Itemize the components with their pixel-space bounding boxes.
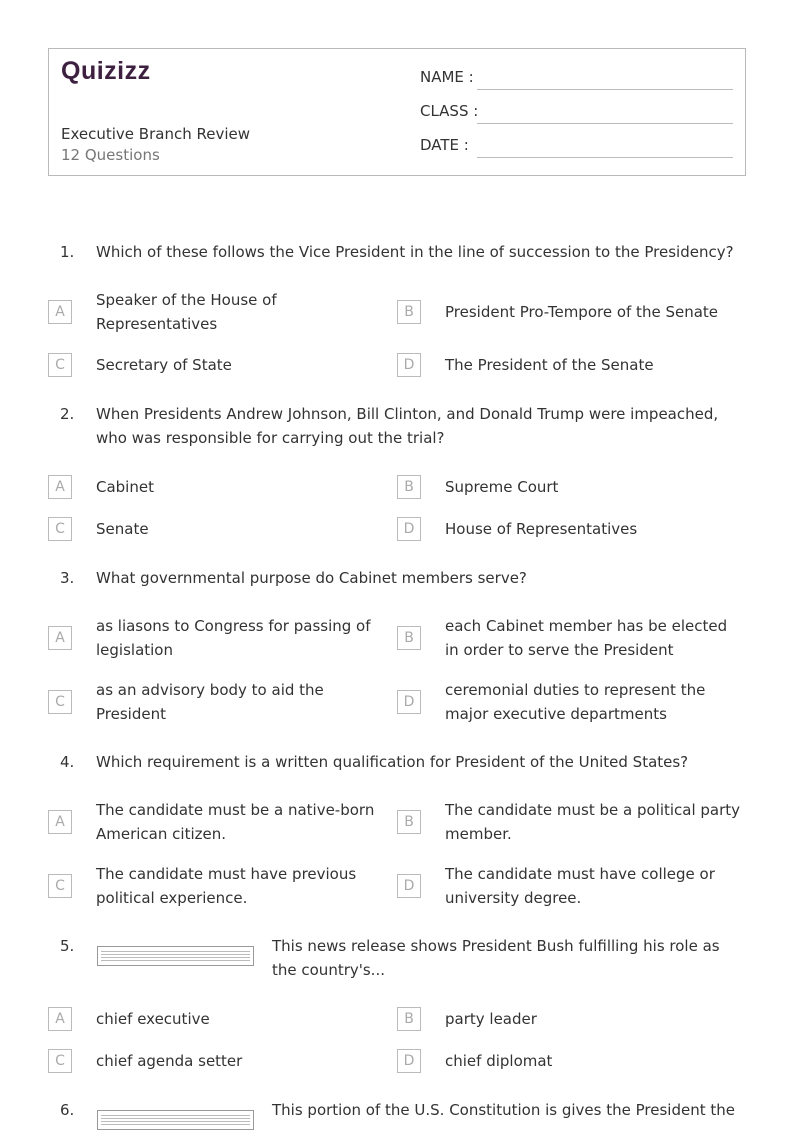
- option-letter-box[interactable]: B: [397, 810, 421, 834]
- option-text: The candidate must have previous political experience.: [96, 865, 357, 907]
- option-letter-box[interactable]: A: [48, 1007, 72, 1031]
- option-text: Senate: [96, 520, 149, 538]
- option-text: chief agenda setter: [96, 1052, 243, 1070]
- option-letter-box[interactable]: A: [48, 300, 72, 324]
- question-image: [97, 1110, 254, 1130]
- option-letter-box[interactable]: D: [397, 517, 421, 541]
- question-text: When Presidents Andrew Johnson, Bill Clinton, and Donald Trump were impeached, who was responsible for carrying out the trial?: [96, 405, 719, 447]
- class-field[interactable]: [477, 123, 733, 124]
- option-letter-box[interactable]: A: [48, 475, 72, 499]
- option-text: The candidate must be a native-born American citizen.: [96, 801, 375, 843]
- option-letter-box[interactable]: B: [397, 475, 421, 499]
- option-text: Speaker of the House of Representatives: [96, 291, 277, 333]
- option-letter-box[interactable]: A: [48, 626, 72, 650]
- question-text: This news release shows President Bush fulfilling his role as the country's...: [272, 937, 720, 979]
- question-number: 6.: [60, 1101, 75, 1119]
- date-field[interactable]: [477, 157, 733, 158]
- option-letter-box[interactable]: A: [48, 810, 72, 834]
- quizizz-logo: Quizizz: [61, 57, 151, 85]
- option-text: House of Representatives: [445, 520, 638, 538]
- option-letter-box[interactable]: D: [397, 353, 421, 377]
- option-letter-box[interactable]: D: [397, 690, 421, 714]
- option-text: Secretary of State: [96, 356, 232, 374]
- option-letter-box[interactable]: B: [397, 1007, 421, 1031]
- option-text: chief executive: [96, 1010, 210, 1028]
- name-field[interactable]: [477, 89, 733, 90]
- option-text: each Cabinet member has be elected in order to serve the President: [445, 617, 728, 659]
- option-text: Cabinet: [96, 478, 154, 496]
- option-text: chief diplomat: [445, 1052, 553, 1070]
- question-text: Which requirement is a written qualification for President of the United States?: [96, 753, 689, 771]
- class-label: CLASS :: [420, 102, 479, 120]
- option-text: The candidate must have college or university degree.: [445, 865, 715, 907]
- option-letter-box[interactable]: C: [48, 353, 72, 377]
- option-letter-box[interactable]: D: [397, 1049, 421, 1073]
- option-text: as an advisory body to aid the President: [96, 681, 324, 723]
- option-letter-box[interactable]: C: [48, 1049, 72, 1073]
- option-letter-box[interactable]: B: [397, 626, 421, 650]
- option-text: The President of the Senate: [445, 356, 654, 374]
- question-number: 2.: [60, 405, 75, 423]
- question-count: 12 Questions: [61, 146, 160, 164]
- question-image: [97, 946, 254, 966]
- question-text: Which of these follows the Vice President in the line of succession to the Presidency?: [96, 243, 734, 261]
- option-text: as liasons to Congress for passing of legislation: [96, 617, 371, 659]
- question-number: 4.: [60, 753, 75, 771]
- option-text: The candidate must be a political party member.: [445, 801, 741, 843]
- option-text: President Pro-Tempore of the Senate: [445, 303, 719, 321]
- question-number: 1.: [60, 243, 75, 261]
- name-label: NAME :: [420, 68, 474, 86]
- worksheet-title: Executive Branch Review: [61, 125, 250, 143]
- question-text: What governmental purpose do Cabinet members serve?: [96, 569, 527, 587]
- question-text: This portion of the U.S. Constitution is gives the President the: [272, 1101, 735, 1119]
- option-letter-box[interactable]: D: [397, 874, 421, 898]
- option-letter-box[interactable]: C: [48, 517, 72, 541]
- option-text: ceremonial duties to represent the major executive departments: [445, 681, 706, 723]
- option-text: party leader: [445, 1010, 537, 1028]
- question-number: 5.: [60, 937, 75, 955]
- option-letter-box[interactable]: B: [397, 300, 421, 324]
- option-letter-box[interactable]: C: [48, 690, 72, 714]
- question-number: 3.: [60, 569, 75, 587]
- date-label: DATE :: [420, 136, 469, 154]
- option-letter-box[interactable]: C: [48, 874, 72, 898]
- worksheet-header: [48, 48, 746, 176]
- option-text: Supreme Court: [445, 478, 559, 496]
